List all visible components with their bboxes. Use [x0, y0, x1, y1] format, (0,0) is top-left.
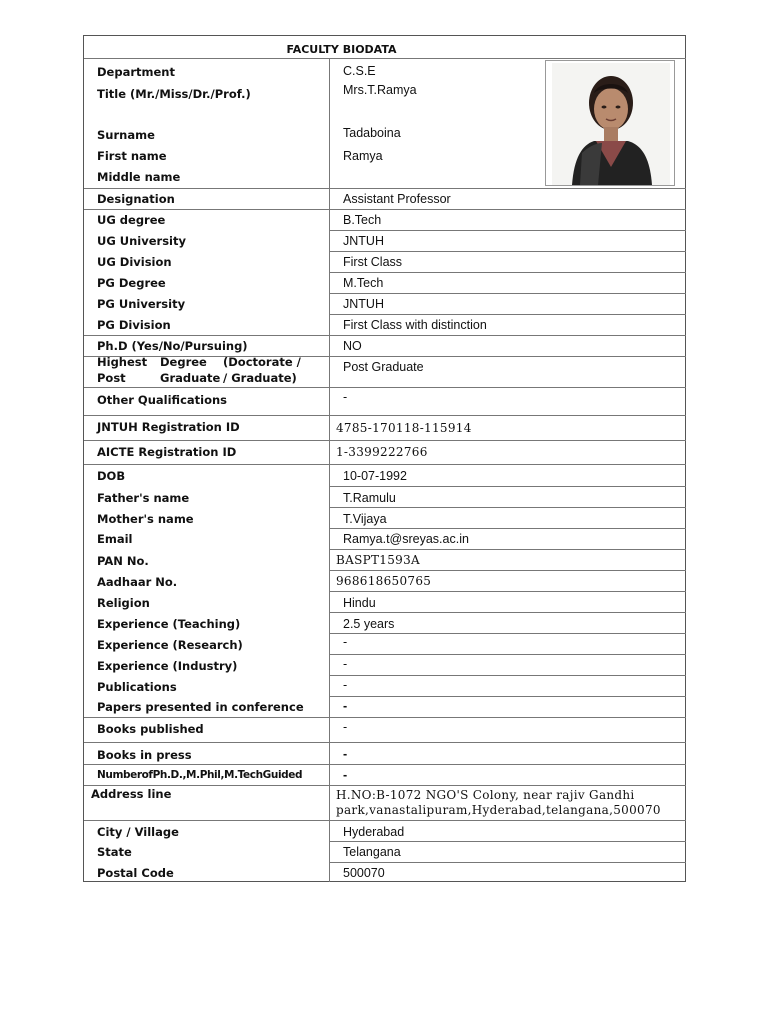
label-ug-division: UG Division — [97, 255, 172, 269]
label-highest-degree-word: Degree — [160, 355, 207, 369]
value-pg-university: JNTUH — [343, 297, 384, 311]
row-line — [329, 841, 686, 842]
row-line — [329, 696, 686, 697]
value-ug-division: First Class — [343, 255, 403, 269]
value-pg-division: First Class with distinction — [343, 318, 487, 332]
value-jntuh-id: 4785-170118-115914 — [336, 421, 472, 435]
label-highest-degree-word: Highest — [97, 355, 148, 369]
value-city: Hyderabad — [343, 825, 405, 839]
faculty-biodata-form — [83, 35, 686, 882]
label-highest-degree-word: Post — [97, 371, 126, 385]
label-state: State — [97, 845, 132, 859]
value-address-line1: H.NO:B-1072 NGO'S Colony, near rajiv Gandhi — [336, 788, 635, 802]
label-postal: Postal Code — [97, 866, 174, 880]
value-highest-degree: Post Graduate — [343, 360, 424, 374]
value-first-name: Ramya — [343, 149, 383, 163]
label-ug-university: UG University — [97, 234, 186, 248]
label-phd: Ph.D (Yes/No/Pursuing) — [97, 339, 248, 353]
row-line — [329, 528, 686, 529]
column-divider — [329, 58, 330, 882]
row-line — [329, 654, 686, 655]
label-department: Department — [97, 65, 175, 79]
value-department: C.S.E — [343, 64, 376, 78]
label-exp-teaching: Experience (Teaching) — [97, 617, 241, 631]
row-line — [84, 742, 686, 743]
value-phd: NO — [343, 339, 362, 353]
value-ug-university: JNTUH — [343, 234, 384, 248]
row-line — [84, 209, 686, 210]
value-mother-name: T.Vijaya — [343, 512, 387, 526]
label-exp-research: Experience (Research) — [97, 638, 243, 652]
value-aadhaar: 968618650765 — [336, 574, 432, 588]
label-books-published: Books published — [97, 722, 204, 736]
value-publications: - — [343, 678, 348, 692]
label-highest-degree — [97, 355, 301, 387]
value-books-published: - — [343, 720, 348, 734]
label-surname: Surname — [97, 128, 155, 142]
value-aicte-id: 1-3399222766 — [336, 445, 428, 459]
row-line — [329, 862, 686, 863]
row-line — [329, 591, 686, 592]
row-line — [329, 633, 686, 634]
value-postal: 500070 — [343, 866, 385, 880]
label-books-in-press: Books in press — [97, 748, 192, 762]
value-books-in-press: - — [343, 747, 348, 761]
label-pg-university: PG University — [97, 297, 186, 311]
label-middle-name: Middle name — [97, 170, 181, 184]
value-pg-degree: M.Tech — [343, 276, 384, 290]
row-line — [84, 764, 686, 765]
label-aicte-id: AICTE Registration ID — [97, 445, 237, 459]
value-other-qualifications: - — [343, 390, 348, 404]
value-surname: Tadaboina — [343, 126, 401, 140]
label-aadhaar: Aadhaar No. — [97, 575, 178, 589]
label-other-qualifications: Other Qualifications — [97, 393, 228, 407]
value-address-line2: park,vanastalipuram,Hyderabad,telangana,500070 — [336, 803, 661, 817]
label-papers: Papers presented in conference — [97, 700, 304, 714]
label-email: Email — [97, 532, 133, 546]
label-father-name: Father's name — [97, 491, 190, 505]
value-phd-guided: - — [343, 768, 348, 782]
faculty-photo — [545, 60, 675, 186]
faculty-photo-image — [552, 63, 670, 185]
value-dob: 10-07-1992 — [343, 469, 407, 483]
row-line — [84, 785, 686, 786]
label-pg-division: PG Division — [97, 318, 171, 332]
label-designation: Designation — [97, 192, 175, 206]
row-line — [84, 717, 686, 718]
form-title: FACULTY BIODATA — [286, 43, 397, 56]
row-line — [329, 570, 686, 571]
label-address: Address line — [91, 787, 172, 801]
row-line — [84, 415, 686, 416]
label-ug-degree: UG degree — [97, 213, 166, 227]
label-highest-degree-word: (Doctorate / — [223, 355, 301, 369]
value-state: Telangana — [343, 845, 401, 859]
value-ug-degree: B.Tech — [343, 213, 382, 227]
label-jntuh-id: JNTUH Registration ID — [97, 420, 240, 434]
row-line — [329, 675, 686, 676]
label-religion: Religion — [97, 596, 150, 610]
row-line — [84, 387, 686, 388]
row-line — [329, 251, 686, 252]
row-line — [329, 549, 686, 550]
row-line — [84, 58, 686, 59]
label-highest-degree-word: / Graduate) — [223, 371, 297, 385]
label-pan: PAN No. — [97, 554, 149, 568]
value-papers: - — [343, 699, 348, 713]
label-phd-guided: NumberofPh.D.,M.Phil,M.TechGuided — [97, 769, 303, 781]
row-line — [84, 820, 686, 821]
row-line — [329, 314, 686, 315]
value-exp-research: - — [343, 635, 348, 649]
value-title: Mrs.T.Ramya — [343, 83, 417, 97]
value-exp-industry: - — [343, 657, 348, 671]
row-line — [329, 272, 686, 273]
row-line — [84, 188, 686, 189]
row-line — [329, 486, 686, 487]
label-highest-degree-word: Graduate — [160, 371, 221, 385]
value-designation: Assistant Professor — [343, 192, 451, 206]
value-religion: Hindu — [343, 596, 376, 610]
row-line — [329, 612, 686, 613]
label-pg-degree: PG Degree — [97, 276, 166, 290]
row-line — [329, 293, 686, 294]
value-father-name: T.Ramulu — [343, 491, 396, 505]
row-line — [329, 507, 686, 508]
value-pan: BASPT1593A — [336, 553, 420, 567]
label-mother-name: Mother's name — [97, 512, 194, 526]
label-title: Title (Mr./Miss/Dr./Prof.) — [97, 87, 251, 101]
row-line — [84, 464, 686, 465]
label-city: City / Village — [97, 825, 179, 839]
label-dob: DOB — [97, 469, 126, 483]
value-exp-teaching: 2.5 years — [343, 617, 395, 631]
label-first-name: First name — [97, 149, 167, 163]
label-exp-industry: Experience (Industry) — [97, 659, 238, 673]
label-publications: Publications — [97, 680, 177, 694]
row-line — [329, 230, 686, 231]
row-line — [84, 440, 686, 441]
value-email: Ramya.t@sreyas.ac.in — [343, 532, 469, 546]
row-line — [84, 335, 686, 336]
